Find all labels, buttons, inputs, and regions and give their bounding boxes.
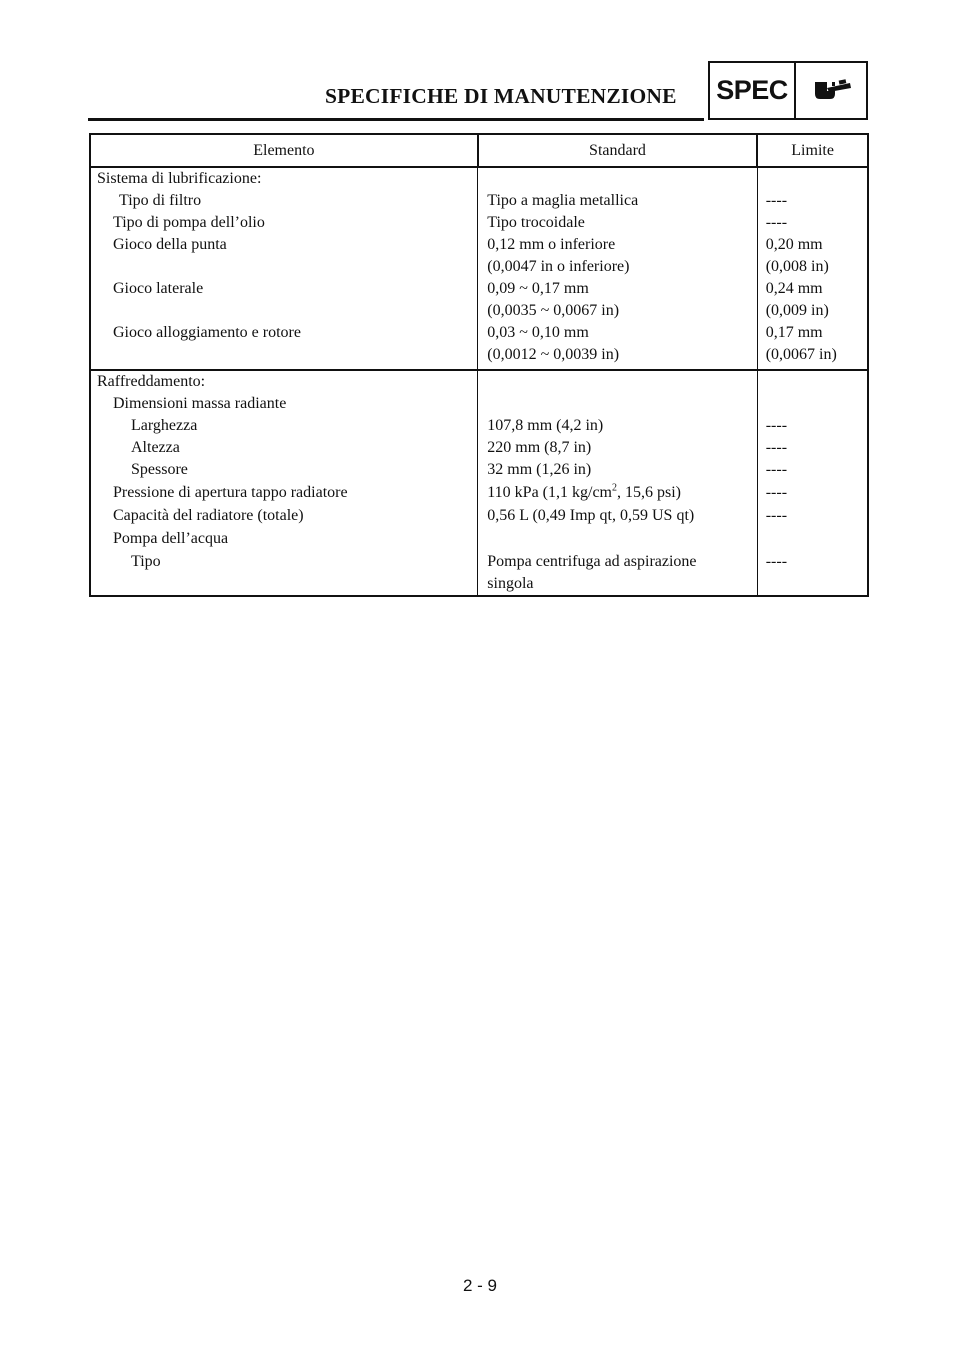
item-label: Gioco laterale bbox=[113, 280, 204, 297]
cap-pressure-value: 110 kPa (1,1 $kg/cm^2$, 15,6 psi) bbox=[487, 482, 681, 501]
table-header-row bbox=[90, 134, 868, 167]
wrench-icon bbox=[796, 63, 866, 118]
page-title: SPECIFICHE DI MANUTENZIONE bbox=[325, 84, 677, 108]
section-title: Raffreddamento: Dimensioni massa radiante Larghezza Altezza Spessore Pressione di apertura tappo radiatore Capacità del radiatore (totale) Pompa dell’acqua Tipo bbox=[90, 370, 478, 596]
item-label: Tipo di pompa dell’olio bbox=[113, 214, 265, 231]
standard-cell: 107,8 mm (4,2 in) 220 mm (8,7 in) 32 mm (1,26 in) 110 kPa (1,1 $kg/cm^2$, 15,6 psi) 0,56 L (0,49 Imp qt, 0,59 US qt) Pompa centrifuga ad aspirazione singola bbox=[478, 370, 757, 596]
limit-cell: ---- ---- 0,20 mm (0,008 in) 0,24 mm (0,009 in) 0,17 mm (0,0067 in) bbox=[757, 167, 868, 370]
col-header-elemento: Elemento bbox=[90, 134, 478, 167]
col-header-limite: Limite bbox=[757, 134, 868, 167]
item-label: Gioco della punta bbox=[113, 236, 227, 253]
limit-cell: ---- ---- ---- ---- ---- ---- bbox=[757, 370, 868, 596]
col-header-standard: Standard bbox=[478, 134, 757, 167]
table-row bbox=[90, 370, 868, 596]
table-row bbox=[90, 167, 868, 370]
standard-cell: Tipo a maglia metallica Tipo trocoidale 0,12 mm o inferiore (0,0047 in o inferiore) 0,09 ~ 0,17 mm (0,0035 ~ 0,0067 in) 0,03 ~ 0,10 mm (0,0012 ~ 0,0039 in) bbox=[478, 167, 757, 370]
item-label: Tipo di filtro bbox=[119, 192, 202, 209]
header-rule bbox=[88, 118, 704, 121]
lubrication-section bbox=[90, 167, 868, 370]
page-number: 2 - 9 bbox=[462, 1276, 498, 1295]
spec-badge bbox=[708, 61, 868, 120]
section-title: Sistema di lubrificazione: Tipo di filtro Tipo di pompa dell’olio Gioco della punta Gioco laterale Gioco alloggiamento e rotore bbox=[90, 167, 478, 370]
spec-badge-label: SPEC bbox=[710, 63, 796, 118]
spec-table bbox=[89, 133, 869, 597]
cooling-section bbox=[90, 370, 868, 596]
item-label: Gioco alloggiamento e rotore bbox=[113, 324, 301, 341]
